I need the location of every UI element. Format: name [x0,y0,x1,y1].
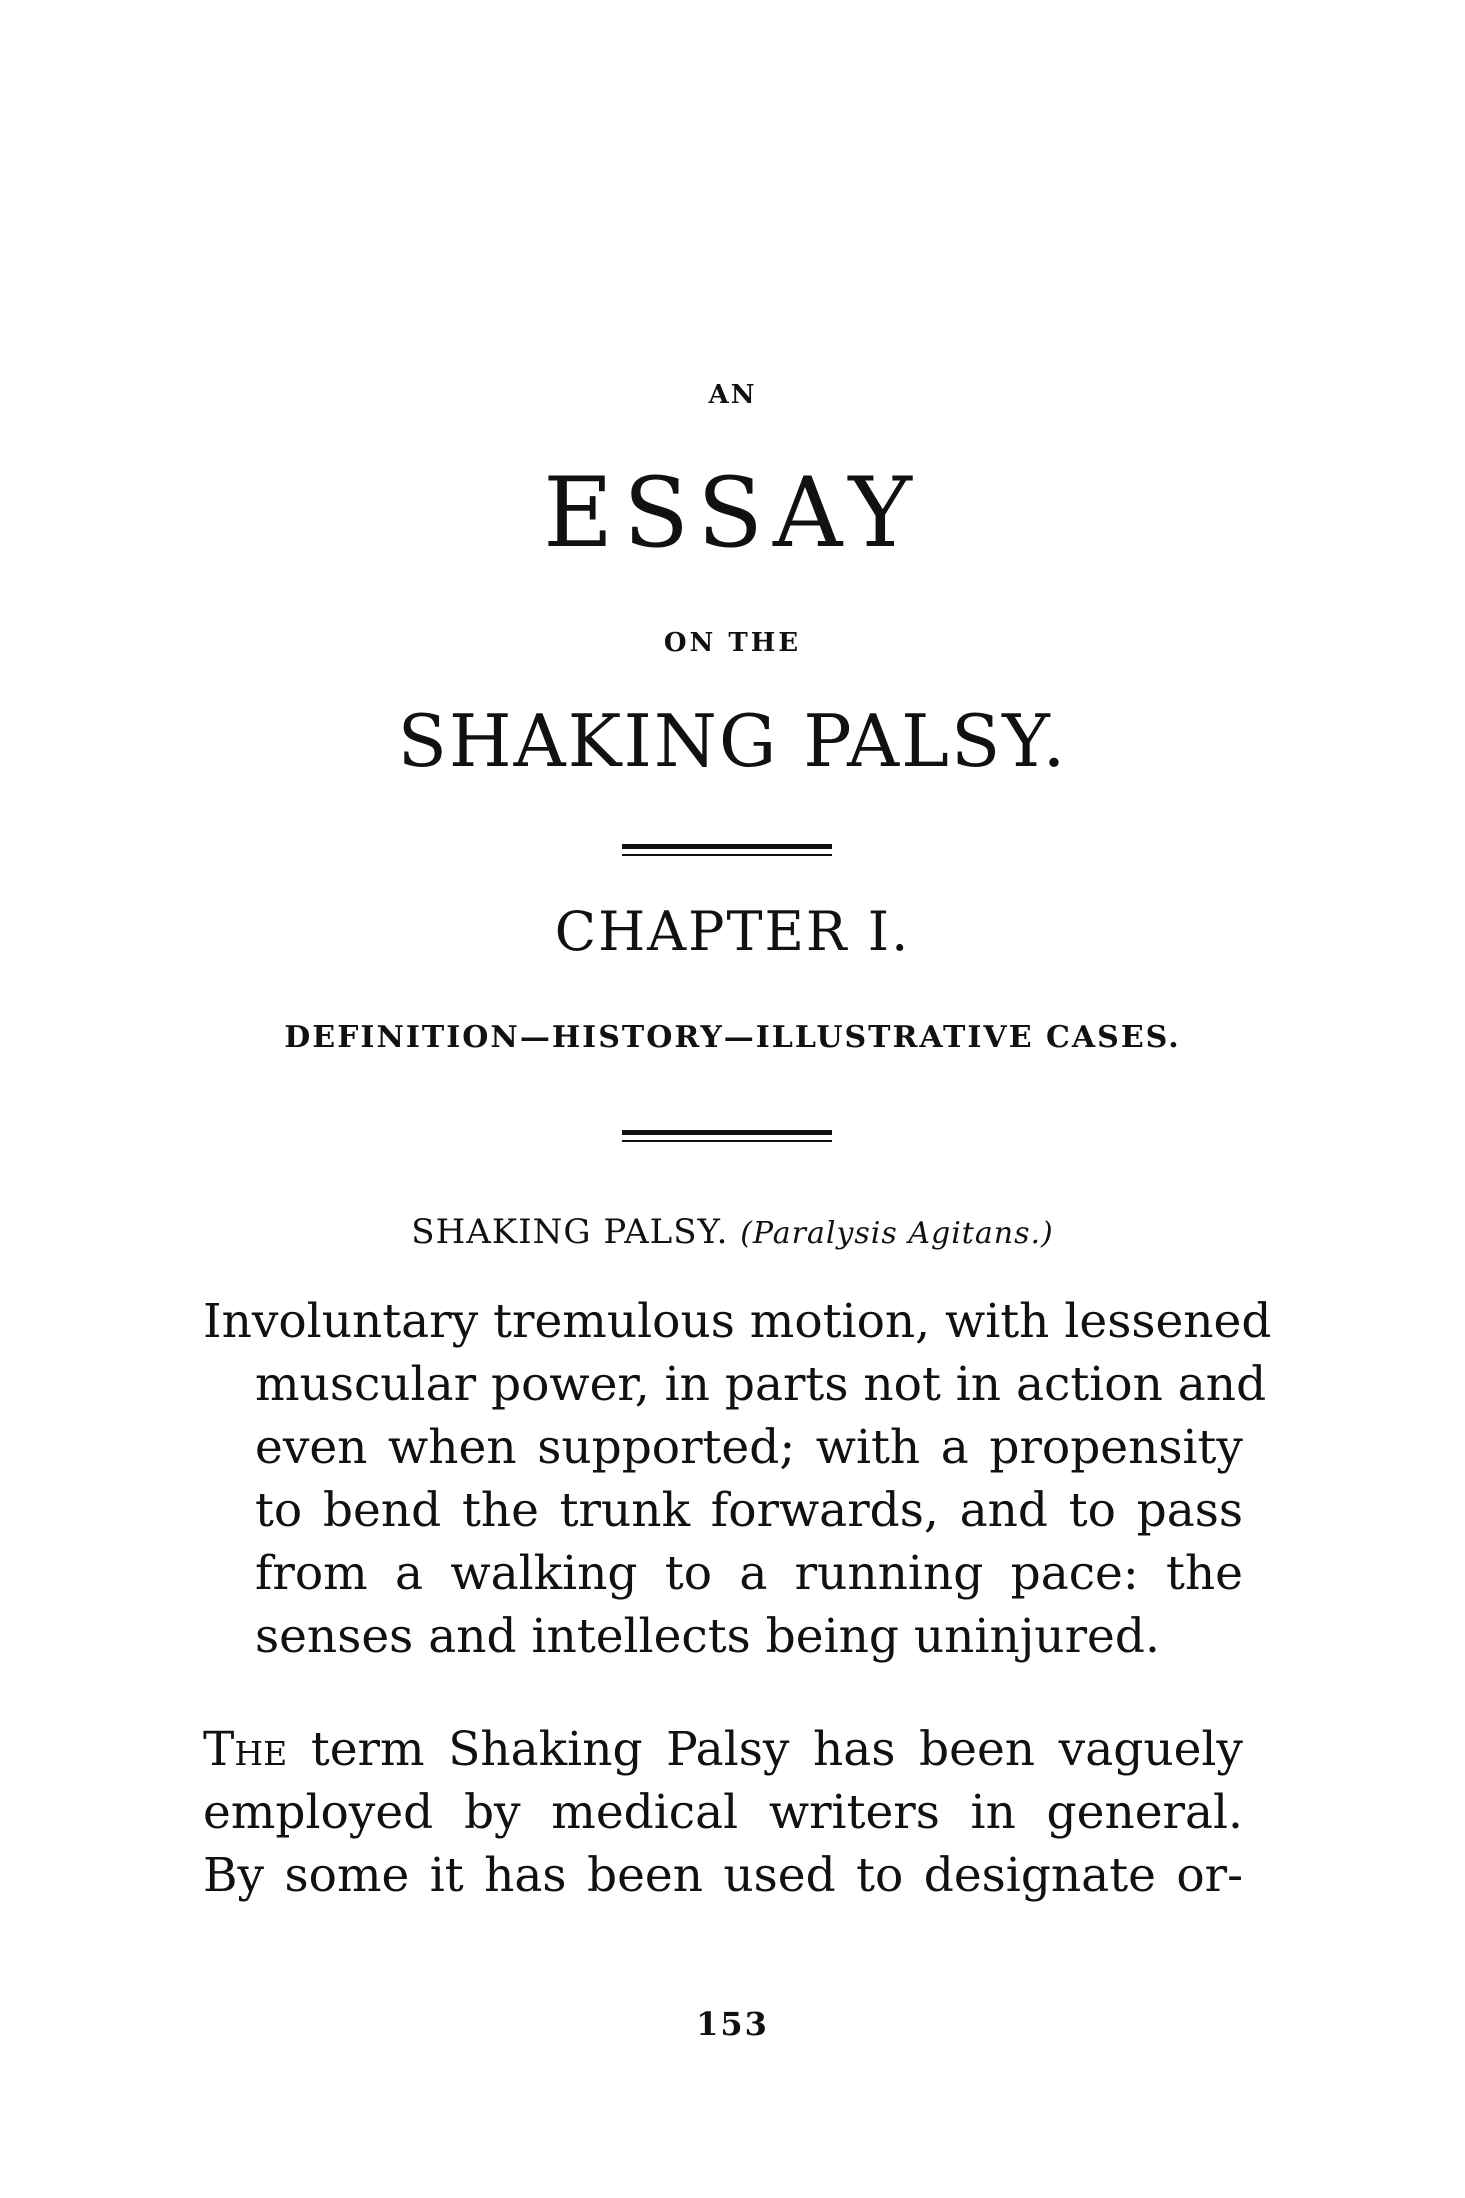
heading-an: AN [708,380,757,410]
definition-line: to bend the trunk forwards, and to pass [255,1483,1243,1538]
chapter-subtitle: DEFINITION—HISTORY—ILLUSTRATIVE CASES. [284,1020,1181,1055]
chapter-label: CHAPTER I. [554,900,911,963]
definition-term: SHAKING PALSY. [411,1212,729,1252]
definition-line: senses and intellects being uninjured. [255,1609,1160,1664]
body-line-rest: term Shaking Palsy has been vaguely [310,1722,1243,1777]
heading-essay: ESSAY [543,457,922,569]
body-first-word: The [203,1722,288,1777]
page-number: 153 [696,2005,769,2043]
double-rule-divider [622,844,832,858]
body-line: By some it has been used to designate or- [203,1848,1243,1903]
definition-heading [0,1212,1465,1252]
page-title: SHAKING PALSY. [397,699,1068,783]
body-paragraph [203,1718,1243,1907]
definition-paragraph [203,1290,1272,1668]
body-line: employed by medical writers in general. [203,1785,1243,1840]
definition-line: muscular power, in parts not in action and [255,1357,1267,1412]
definition-latin-name: (Paralysis Agitans.) [740,1216,1054,1251]
body-line [203,1718,1243,1781]
definition-line: even when supported; with a propensity [255,1420,1243,1475]
heading-on-the: ON THE [663,628,802,658]
definition-line: Involuntary tremulous motion, with lessened [203,1294,1272,1349]
definition-line: from a walking to a running pace: the [255,1546,1243,1601]
double-rule-divider [622,1130,832,1144]
